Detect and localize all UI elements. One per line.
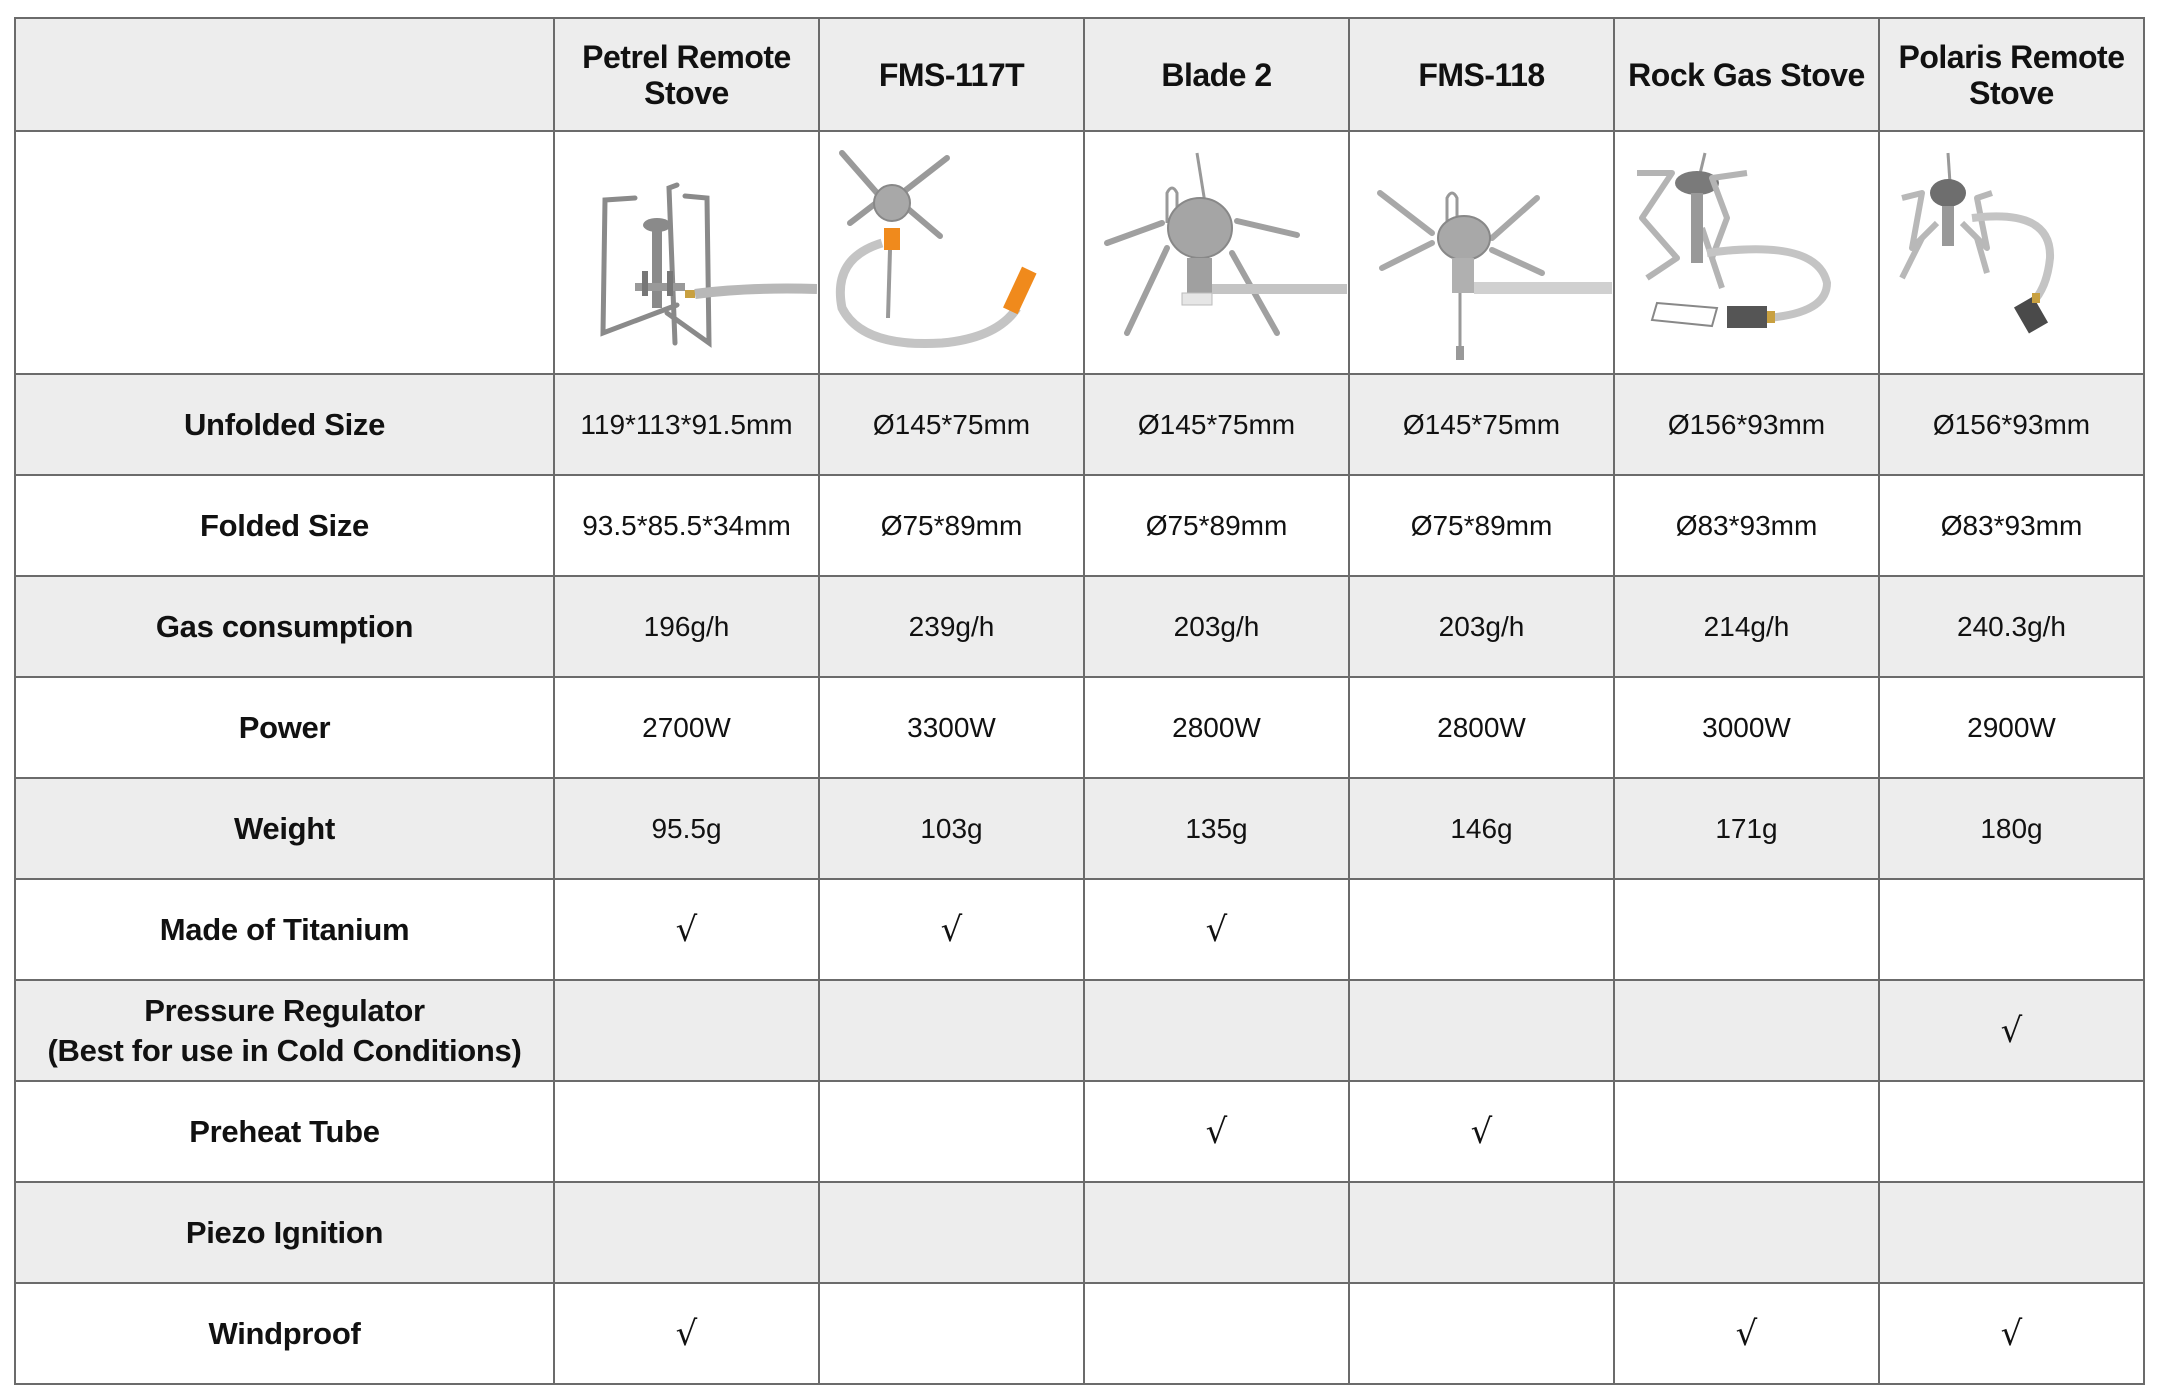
check-icon	[554, 980, 819, 1081]
check-icon	[554, 1182, 819, 1283]
row-preheat-tube	[15, 1081, 2144, 1182]
cell-value: 2800W	[1349, 677, 1614, 778]
row-pressure-regulator	[15, 980, 2144, 1081]
check-icon: √	[1614, 1283, 1879, 1384]
row-label: Made of Titanium	[15, 879, 554, 980]
petrel-remote-stove-image	[557, 153, 817, 353]
cell-value: 146g	[1349, 778, 1614, 879]
cell-value: 119*113*91.5mm	[554, 374, 819, 475]
rock-gas-stove-image	[1617, 138, 1877, 368]
product-image-cell	[1084, 131, 1349, 374]
cell-value: 2700W	[554, 677, 819, 778]
cell-value: 203g/h	[1084, 576, 1349, 677]
cell-value: Ø156*93mm	[1879, 374, 2144, 475]
cell-value: 103g	[819, 778, 1084, 879]
polaris-remote-stove-image	[1882, 138, 2142, 368]
row-label-line1: Pressure Regulator	[144, 992, 425, 1028]
check-icon	[1349, 1182, 1614, 1283]
product-header: Blade 2	[1084, 18, 1349, 131]
check-icon	[1084, 1182, 1349, 1283]
check-icon	[1349, 1283, 1614, 1384]
cell-value: 239g/h	[819, 576, 1084, 677]
row-label: Preheat Tube	[15, 1081, 554, 1182]
check-icon	[1349, 980, 1614, 1081]
product-header: Petrel Remote Stove	[554, 18, 819, 131]
check-icon	[819, 1283, 1084, 1384]
check-icon	[819, 1081, 1084, 1182]
check-icon	[1614, 879, 1879, 980]
row-weight	[15, 778, 2144, 879]
row-label: Piezo Ignition	[15, 1182, 554, 1283]
fms-118-stove-image	[1352, 138, 1612, 368]
row-label: Unfolded Size	[15, 374, 554, 475]
row-label: Power	[15, 677, 554, 778]
row-label: Windproof	[15, 1283, 554, 1384]
corner-cell	[15, 18, 554, 131]
product-header: FMS-118	[1349, 18, 1614, 131]
row-power	[15, 677, 2144, 778]
product-header: Polaris Remote Stove	[1879, 18, 2144, 131]
check-icon	[1614, 1081, 1879, 1182]
check-icon	[1349, 879, 1614, 980]
header-row	[15, 18, 2144, 131]
row-piezo-ignition	[15, 1182, 2144, 1283]
cell-value: 95.5g	[554, 778, 819, 879]
row-unfolded-size	[15, 374, 2144, 475]
row-folded-size	[15, 475, 2144, 576]
product-image-cell	[819, 131, 1084, 374]
cell-value: Ø156*93mm	[1614, 374, 1879, 475]
stove-comparison-table	[14, 17, 2145, 1385]
cell-value: 171g	[1614, 778, 1879, 879]
check-icon	[1084, 1283, 1349, 1384]
check-icon: √	[1879, 980, 2144, 1081]
check-icon	[819, 1182, 1084, 1283]
check-icon: √	[554, 1283, 819, 1384]
row-windproof	[15, 1283, 2144, 1384]
check-icon	[554, 1081, 819, 1182]
image-row	[15, 131, 2144, 374]
product-image-cell	[1614, 131, 1879, 374]
product-image-cell	[1349, 131, 1614, 374]
cell-value: 2900W	[1879, 677, 2144, 778]
row-label-line2: (Best for use in Cold Conditions)	[47, 1032, 522, 1068]
cell-value: 203g/h	[1349, 576, 1614, 677]
cell-value: Ø83*93mm	[1879, 475, 2144, 576]
check-icon	[1084, 980, 1349, 1081]
cell-value: 3000W	[1614, 677, 1879, 778]
empty-cell	[15, 131, 554, 374]
row-label: Folded Size	[15, 475, 554, 576]
cell-value: 180g	[1879, 778, 2144, 879]
product-header: Rock Gas Stove	[1614, 18, 1879, 131]
cell-value: Ø145*75mm	[819, 374, 1084, 475]
row-label	[15, 980, 554, 1081]
cell-value: Ø145*75mm	[1084, 374, 1349, 475]
check-icon: √	[1084, 879, 1349, 980]
row-made-of-titanium	[15, 879, 2144, 980]
cell-value: Ø75*89mm	[1084, 475, 1349, 576]
cell-value: Ø75*89mm	[819, 475, 1084, 576]
blade-2-stove-image	[1087, 143, 1347, 363]
check-icon	[1879, 1081, 2144, 1182]
check-icon	[1879, 1182, 2144, 1283]
product-image-cell	[554, 131, 819, 374]
cell-value: Ø83*93mm	[1614, 475, 1879, 576]
row-label: Weight	[15, 778, 554, 879]
product-image-cell	[1879, 131, 2144, 374]
cell-value: 240.3g/h	[1879, 576, 2144, 677]
cell-value: Ø145*75mm	[1349, 374, 1614, 475]
check-icon	[1879, 879, 2144, 980]
check-icon: √	[819, 879, 1084, 980]
fms-117t-stove-image	[822, 138, 1082, 368]
cell-value: 214g/h	[1614, 576, 1879, 677]
check-icon: √	[554, 879, 819, 980]
cell-value: 196g/h	[554, 576, 819, 677]
cell-value: 135g	[1084, 778, 1349, 879]
check-icon	[819, 980, 1084, 1081]
row-label: Gas consumption	[15, 576, 554, 677]
check-icon	[1614, 1182, 1879, 1283]
check-icon: √	[1879, 1283, 2144, 1384]
cell-value: Ø75*89mm	[1349, 475, 1614, 576]
check-icon: √	[1349, 1081, 1614, 1182]
check-icon: √	[1084, 1081, 1349, 1182]
check-icon	[1614, 980, 1879, 1081]
cell-value: 93.5*85.5*34mm	[554, 475, 819, 576]
row-gas-consumption	[15, 576, 2144, 677]
cell-value: 2800W	[1084, 677, 1349, 778]
product-header: FMS-117T	[819, 18, 1084, 131]
cell-value: 3300W	[819, 677, 1084, 778]
